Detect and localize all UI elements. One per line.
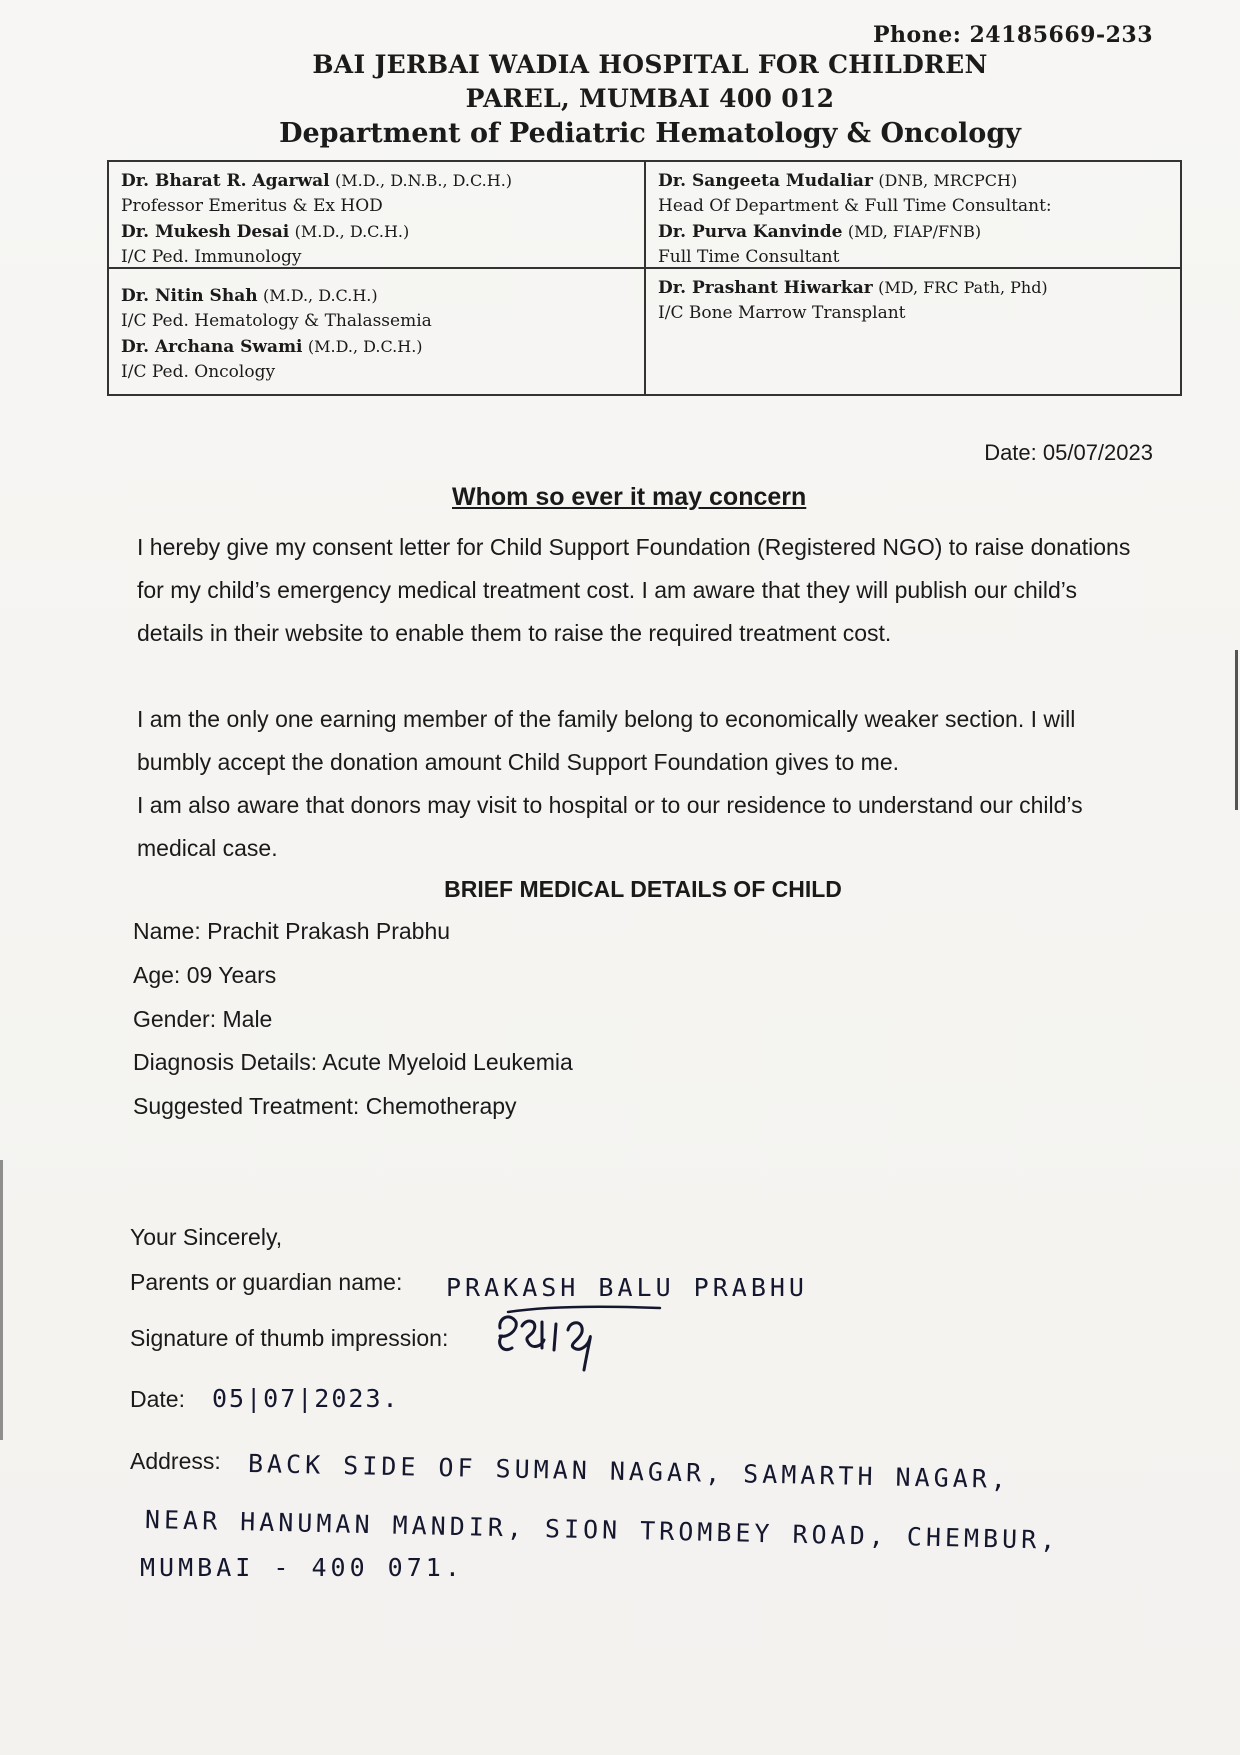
doctor-name: Dr. Archana Swami [121, 337, 303, 357]
doctors-cell-bottom-left [109, 269, 646, 394]
scan-edge-mark [0, 1160, 3, 1440]
letter-heading: Whom so ever it may concern [452, 483, 807, 511]
income-paragraph: I am the only one earning member of the family belong to economically weaker section. I will bumbly accept the donation amount Child Support Foundation gives to me. [137, 706, 1076, 775]
visit-paragraph: I am also aware that donors may visit to hospital or to our residence to understand our child’s medical case. [137, 792, 1083, 861]
doctors-cell-top-left [109, 162, 646, 269]
doctor-role: Full Time Consultant [658, 247, 840, 267]
doctors-cell-bottom-right [646, 269, 1180, 394]
medical-details-heading: BRIEF MEDICAL DETAILS OF CHILD [444, 876, 842, 902]
date-handwritten: 05|07|2023. [212, 1384, 400, 1413]
doctor-qualifications: (M.D., D.C.H.) [262, 286, 378, 305]
date-label: Date: [130, 1386, 185, 1412]
doctor-qualifications: (M.D., D.C.H.) [294, 222, 410, 241]
signature-label: Signature of thumb impression: [130, 1325, 449, 1351]
address-line-3-handwritten: MUMBAI - 400 071. [140, 1553, 464, 1582]
letter-date: Date: 05/07/2023 [984, 440, 1153, 465]
department-title: Department of Pediatric Hematology & Oncology [279, 118, 1021, 149]
address-label: Address: [130, 1448, 221, 1474]
doctor-name: Dr. Nitin Shah [121, 286, 258, 306]
doctor-role: Head Of Department & Full Time Consultant: [658, 196, 1052, 216]
doctor-qualifications: (M.D., D.C.H.) [307, 337, 423, 356]
doctor-role: I/C Ped. Hematology & Thalassemia [121, 311, 432, 331]
hospital-phone: Phone: 24185669-233 [873, 22, 1153, 48]
doctor-qualifications: (MD, FRC Path, Phd) [878, 278, 1048, 297]
handwritten-signature [488, 1300, 668, 1390]
consent-paragraph: I hereby give my consent letter for Child Support Foundation (Registered NGO) to raise donations for my child’s emergency medical treatment cost. I am aware that they will publish our child’s details in their website to enable them to raise the required treatment cost. [137, 534, 1131, 646]
address-line-2-handwritten: NEAR HANUMAN MANDIR, SION TROMBEY ROAD, CHEMBUR, [144, 1505, 1060, 1555]
scan-edge-mark [1235, 650, 1238, 810]
doctor-role: I/C Bone Marrow Transplant [658, 303, 906, 323]
doctors-table [107, 160, 1182, 396]
closing-salutation: Your Sincerely, [130, 1224, 283, 1250]
child-age: Age: 09 Years [133, 962, 277, 988]
doctor-role: Professor Emeritus & Ex HOD [121, 196, 383, 216]
address-line-1-handwritten: BACK SIDE OF SUMAN NAGAR, SAMARTH NAGAR, [247, 1449, 1011, 1494]
doctor-name: Dr. Bharat R. Agarwal [121, 171, 330, 191]
doctor-name: Dr. Purva Kanvinde [658, 222, 843, 242]
doctors-cell-top-right [646, 162, 1180, 269]
doctor-role: I/C Ped. Immunology [121, 247, 302, 267]
hospital-name: BAI JERBAI WADIA HOSPITAL FOR CHILDREN [312, 50, 988, 79]
suggested-treatment: Suggested Treatment: Chemotherapy [133, 1093, 517, 1119]
child-name: Name: Prachit Prakash Prabhu [133, 918, 451, 944]
child-gender: Gender: Male [133, 1006, 273, 1032]
doctor-name: Dr. Prashant Hiwarkar [658, 278, 873, 298]
doctor-qualifications: (DNB, MRCPCH) [878, 171, 1018, 190]
doctor-qualifications: (M.D., D.N.B., D.C.H.) [335, 171, 513, 190]
doctor-name: Dr. Sangeeta Mudaliar [658, 171, 873, 191]
hospital-address: PAREL, MUMBAI 400 012 [465, 84, 835, 113]
guardian-name-handwritten: PRAKASH BALU PRABHU [446, 1273, 808, 1302]
doctor-qualifications: (MD, FIAP/FNB) [847, 222, 982, 241]
doctor-role: I/C Ped. Oncology [121, 362, 276, 382]
diagnosis-details: Diagnosis Details: Acute Myeloid Leukemia [133, 1049, 573, 1075]
guardian-label: Parents or guardian name: [130, 1269, 403, 1295]
doctor-name: Dr. Mukesh Desai [121, 222, 290, 242]
